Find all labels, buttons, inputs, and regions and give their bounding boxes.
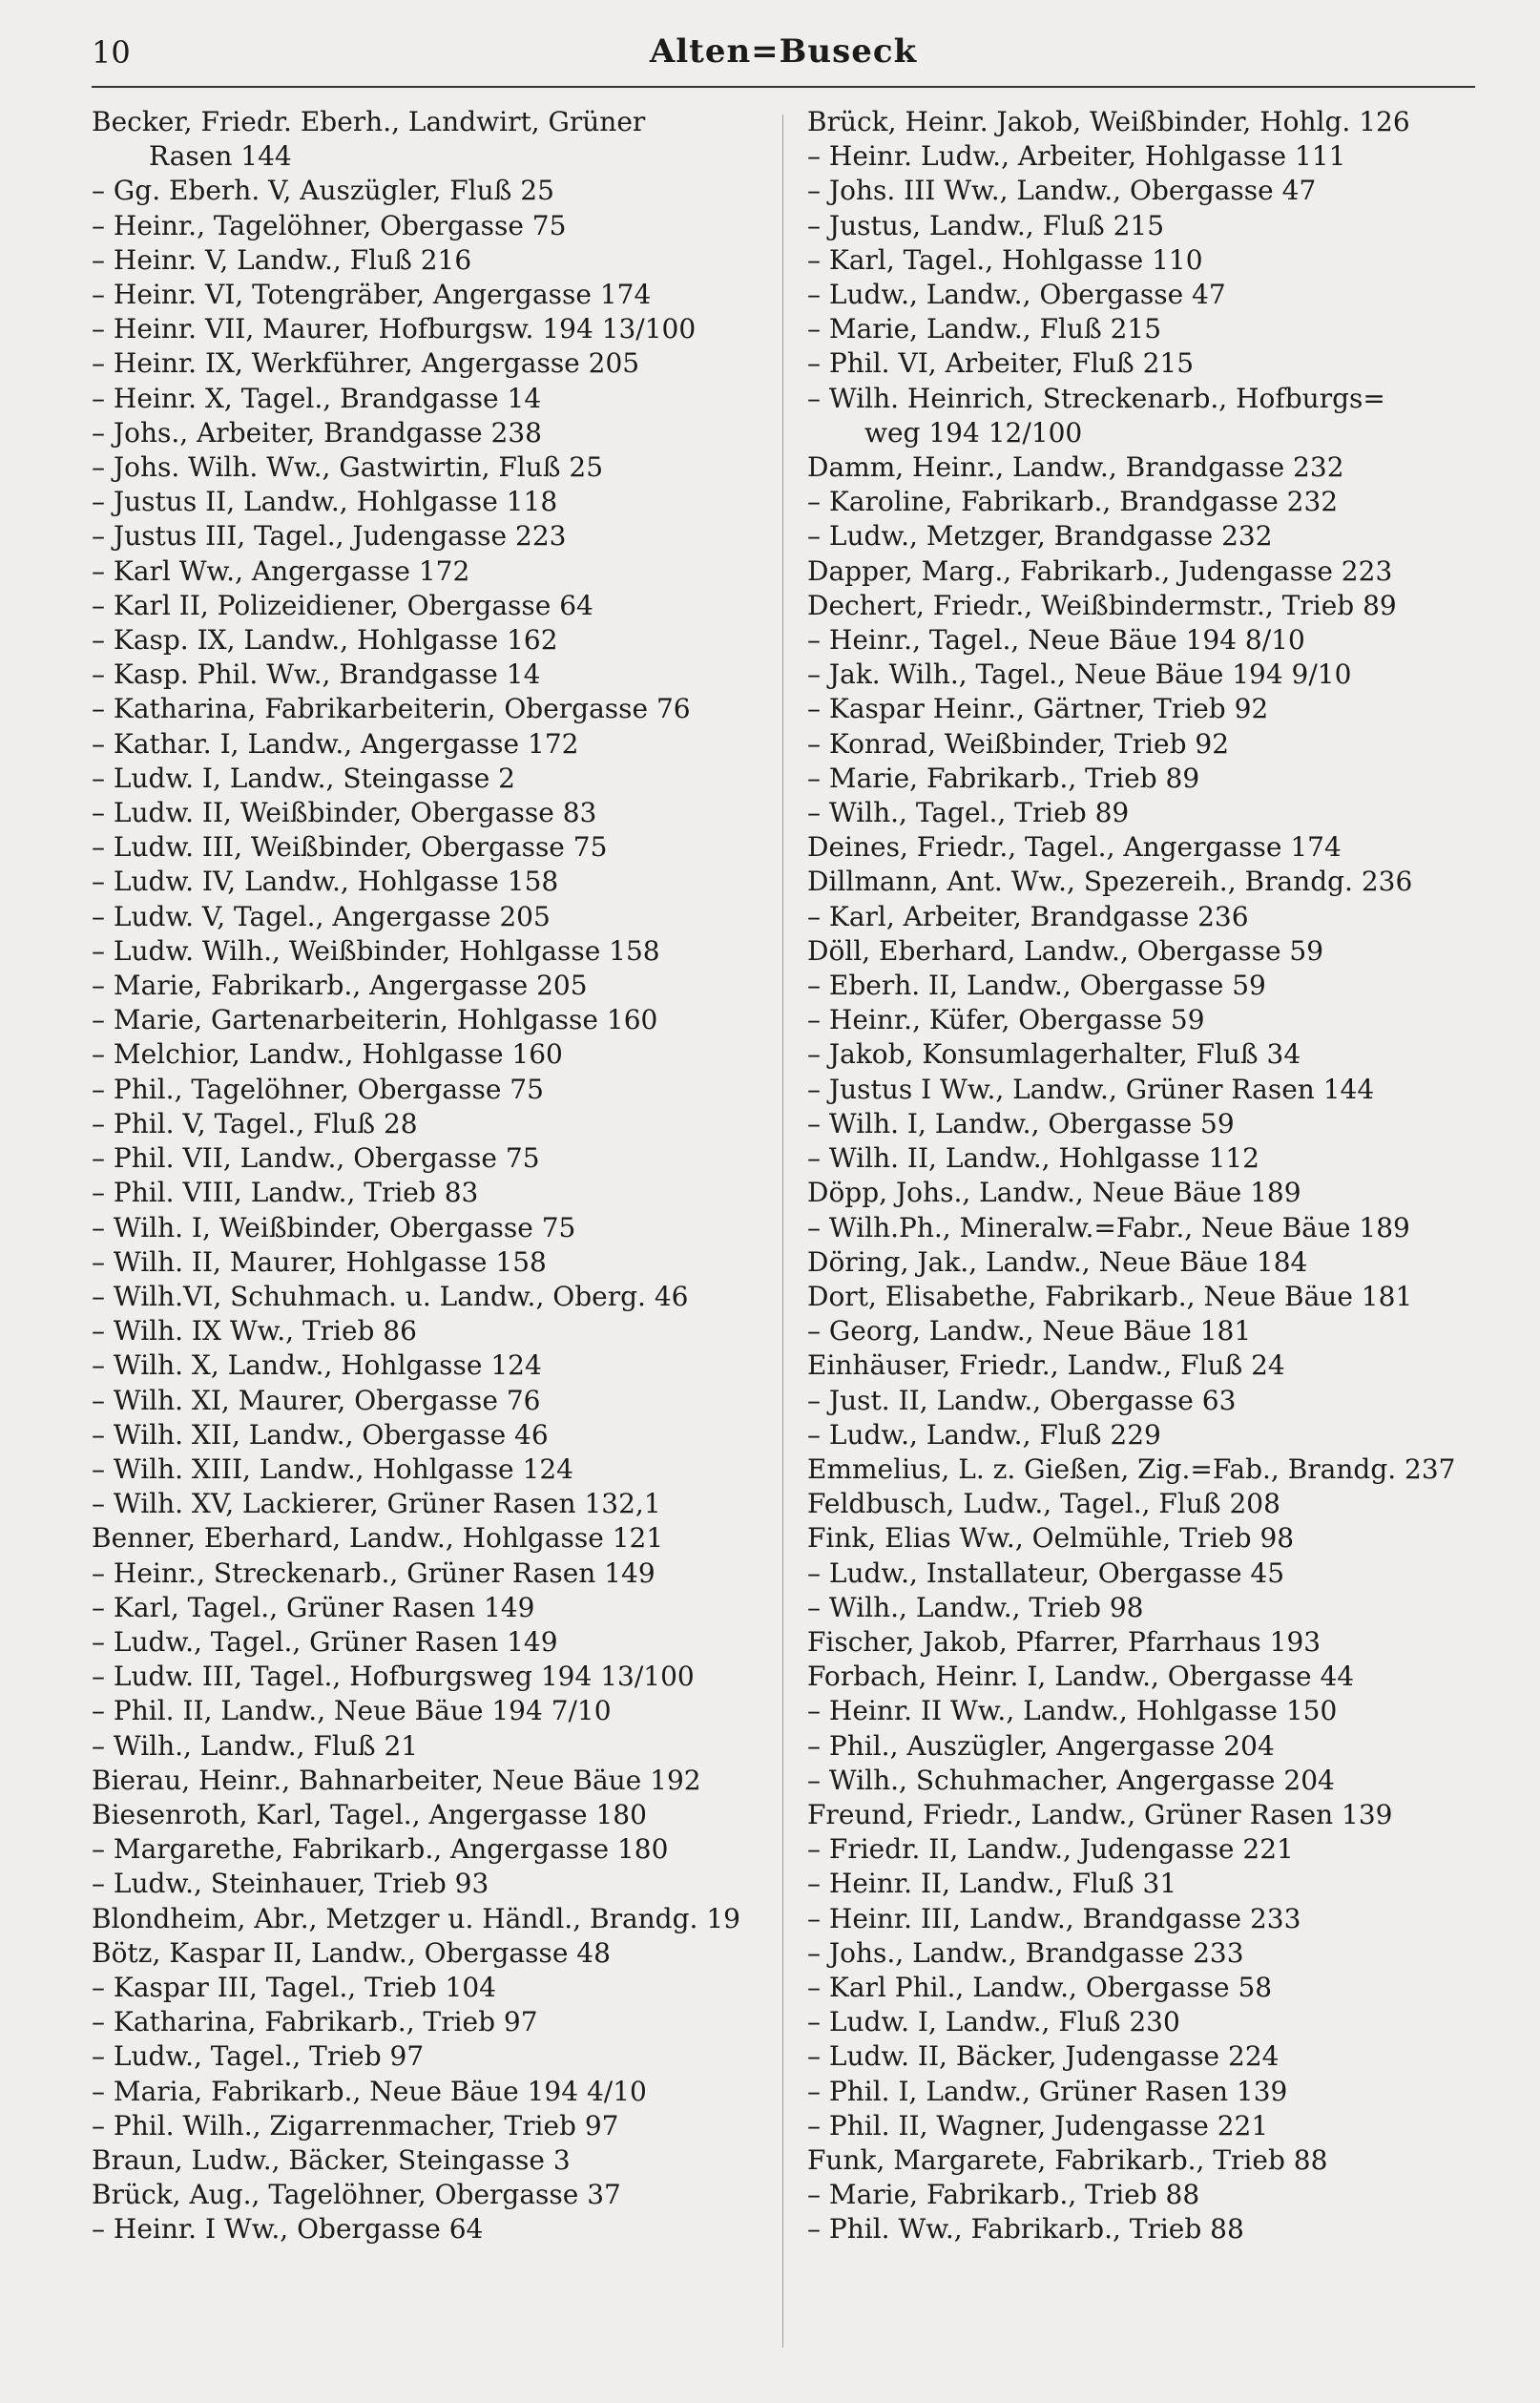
directory-entry: – Phil. II, Wagner, Judengasse 221 [807,2109,1269,2142]
directory-entry: – Heinr. II Ww., Landw., Hohlgasse 150 [807,1695,1338,1727]
directory-entry: – Heinr., Streckenarb., Grüner Rasen 149 [92,1557,656,1589]
directory-entry: Damm, Heinr., Landw., Brandgasse 232 [807,451,1344,484]
directory-entry: – Phil., Tagelöhner, Obergasse 75 [92,1073,544,1105]
directory-entry: Freund, Friedr., Landw., Grüner Rasen 139 [807,1798,1393,1830]
directory-entry: – Phil. VI, Arbeiter, Fluß 215 [807,347,1195,380]
directory-entry: Bierau, Heinr., Bahnarbeiter, Neue Bäue 192 [92,1764,701,1796]
directory-entry: – Wilh. XV, Lackierer, Grüner Rasen 132,1 [92,1488,661,1520]
directory-entry: – Wilh., Tagel., Trieb 89 [807,797,1130,829]
directory-entry: – Heinr. II, Landw., Fluß 31 [807,1868,1177,1900]
directory-entry: – Wilh.Ph., Mineralw.=Fabr., Neue Bäue 189 [807,1211,1410,1243]
directory-entry: – Wilh.VI, Schuhmach. u. Landw., Oberg. 46 [92,1280,689,1312]
directory-entry: Döring, Jak., Landw., Neue Bäue 184 [807,1245,1308,1278]
directory-entry: – Melchior, Landw., Hohlgasse 160 [92,1038,563,1071]
directory-entry: Bötz, Kaspar II, Landw., Obergasse 48 [92,1936,611,1969]
directory-entry: Brück, Aug., Tagelöhner, Obergasse 37 [92,2179,621,2211]
directory-entry: – Ludw., Tagel., Trieb 97 [92,2040,425,2073]
directory-entry: – Margarethe, Fabrikarb., Angergasse 180 [92,1833,669,1866]
directory-entry: – Justus II, Landw., Hohlgasse 118 [92,486,558,518]
directory-entry: – Friedr. II, Landw., Judengasse 221 [807,1833,1294,1866]
directory-entry: – Heinr. X, Tagel., Brandgasse 14 [92,382,542,414]
directory-entry: – Kasp. IX, Landw., Hohlgasse 162 [92,624,558,657]
directory-entry: – Ludw. II, Weißbinder, Obergasse 83 [92,797,597,829]
directory-entry: – Wilh. XI, Maurer, Obergasse 76 [92,1384,541,1416]
directory-entry: Dechert, Friedr., Weißbindermstr., Trieb 89 [807,589,1397,621]
directory-entry: – Karl, Arbeiter, Brandgasse 236 [807,900,1249,932]
directory-entry: – Wilh. I, Weißbinder, Obergasse 75 [92,1211,576,1243]
directory-entry: – Heinr., Tagel., Neue Bäue 194 8/10 [807,624,1305,657]
directory-entry: – Wilh. II, Maurer, Hohlgasse 158 [92,1245,547,1278]
directory-entry: Emmelius, L. z. Gießen, Zig.=Fab., Brandg. 237 [807,1452,1456,1485]
directory-entry: – Phil. Ww., Fabrikarb., Trieb 88 [807,2213,1244,2246]
directory-entry: – Ludw. I, Landw., Fluß 230 [807,2006,1180,2038]
directory-entry: Dapper, Marg., Fabrikarb., Judengasse 223 [807,554,1393,587]
directory-entry: – Johs. III Ww., Landw., Obergasse 47 [807,175,1317,207]
directory-entry: – Eberh. II, Landw., Obergasse 59 [807,970,1266,1002]
directory-entry: Forbach, Heinr. I, Landw., Obergasse 44 [807,1661,1355,1693]
directory-entry: – Wilh. I, Landw., Obergasse 59 [807,1107,1235,1139]
directory-entry: – Gg. Eberh. V, Auszügler, Fluß 25 [92,175,554,207]
directory-entry: – Heinr. Ludw., Arbeiter, Hohlgasse 111 [807,140,1346,173]
directory-entry: – Phil. Wilh., Zigarrenmacher, Trieb 97 [92,2109,619,2142]
directory-entry: – Wilh. X, Landw., Hohlgasse 124 [92,1349,542,1382]
page-number: 10 [92,34,131,71]
directory-entry: – Karl, Tagel., Grüner Rasen 149 [92,1591,535,1623]
directory-entry: – Ludw. V, Tagel., Angergasse 205 [92,900,551,932]
directory-entry: – Konrad, Weißbinder, Trieb 92 [807,727,1230,760]
directory-entry: – Maria, Fabrikarb., Neue Bäue 194 4/10 [92,2075,647,2107]
directory-entry: Döll, Eberhard, Landw., Obergasse 59 [807,934,1324,967]
directory-entry: – Justus I Ww., Landw., Grüner Rasen 144 [807,1073,1375,1105]
directory-entry: – Marie, Landw., Fluß 215 [807,313,1162,345]
directory-entry: – Ludw. Wilh., Weißbinder, Hohlgasse 158 [92,934,660,967]
directory-entry: Braun, Ludw., Bäcker, Steingasse 3 [92,2143,571,2176]
directory-entry: – Wilh. XIII, Landw., Hohlgasse 124 [92,1452,573,1485]
directory-entry: – Phil. I, Landw., Grüner Rasen 139 [807,2075,1288,2107]
right-column [807,105,1475,2247]
directory-entry: – Kaspar Heinr., Gärtner, Trieb 92 [807,693,1269,725]
directory-entry: – Ludw. III, Tagel., Hofburgsweg 194 13/100 [92,1661,695,1693]
directory-entry: – Johs., Arbeiter, Brandgasse 238 [92,416,542,449]
directory-entry: Blondheim, Abr., Metzger u. Händl., Brandg. 19 [92,1902,740,1934]
directory-entry: Dort, Elisabethe, Fabrikarb., Neue Bäue 181 [807,1280,1413,1312]
directory-entry: – Wilh., Landw., Fluß 21 [92,1729,419,1762]
page-header [92,29,1475,88]
directory-entry: Biesenroth, Karl, Tagel., Angergasse 180 [92,1798,647,1830]
directory-entry: Feldbusch, Ludw., Tagel., Fluß 208 [807,1488,1280,1520]
directory-entry: – Heinr. VI, Totengräber, Angergasse 174 [92,279,652,311]
directory-entry: – Heinr., Tagelöhner, Obergasse 75 [92,209,567,241]
directory-entry: Fink, Elias Ww., Oelmühle, Trieb 98 [807,1522,1295,1555]
directory-entry: – Ludw., Metzger, Brandgasse 232 [807,520,1273,553]
directory-entry: – Ludw., Landw., Obergasse 47 [807,279,1226,311]
directory-entry: – Phil. VIII, Landw., Trieb 83 [92,1177,479,1209]
directory-entry: – Ludw. III, Weißbinder, Obergasse 75 [92,831,608,864]
directory-entry: – Karl, Tagel., Hohlgasse 110 [807,243,1203,276]
directory-entry: – Jak. Wilh., Tagel., Neue Bäue 194 9/10 [807,658,1352,691]
directory-entry: Fischer, Jakob, Pfarrer, Pfarrhaus 193 [807,1625,1321,1658]
directory-entry: – Heinr. IX, Werkführer, Angergasse 205 [92,347,640,380]
directory-entry: – Just. II, Landw., Obergasse 63 [807,1384,1237,1416]
directory-entry: – Ludw., Tagel., Grüner Rasen 149 [92,1625,558,1658]
directory-entry: Benner, Eberhard, Landw., Hohlgasse 121 [92,1522,664,1555]
directory-entry: – Jakob, Konsumlagerhalter, Fluß 34 [807,1038,1301,1071]
directory-entry: – Karl Ww., Angergasse 172 [92,554,470,587]
directory-entry: – Wilh., Schuhmacher, Angergasse 204 [807,1764,1335,1796]
directory-entry: – Georg, Landw., Neue Bäue 181 [807,1315,1252,1348]
directory-entry: – Justus, Landw., Fluß 215 [807,209,1165,241]
directory-entry: Dillmann, Ant. Ww., Spezereih., Brandg. 236 [807,866,1413,898]
directory-entry: Döpp, Johs., Landw., Neue Bäue 189 [807,1177,1301,1209]
directory-entry: – Wilh., Landw., Trieb 98 [807,1591,1144,1623]
directory-entry: – Marie, Fabrikarb., Angergasse 205 [92,970,588,1002]
directory-entry: – Wilh. Heinrich, Streckenarb., Hofburgs= [807,382,1385,414]
directory-entry: – Phil. VII, Landw., Obergasse 75 [92,1142,540,1175]
directory-entry: – Katharina, Fabrikarbeiterin, Obergasse 76 [92,693,691,725]
directory-entry: – Karl II, Polizeidiener, Obergasse 64 [92,589,593,621]
directory-entry: – Ludw. IV, Landw., Hohlgasse 158 [92,866,559,898]
directory-entry: – Heinr., Küfer, Obergasse 59 [807,1004,1205,1036]
directory-entry: – Ludw. I, Landw., Steingasse 2 [92,762,515,794]
directory-entry: – Heinr. VII, Maurer, Hofburgsw. 194 13/100 [92,313,697,345]
directory-entry: – Wilh. IX Ww., Trieb 86 [92,1315,417,1348]
directory-entry: Deines, Friedr., Tagel., Angergasse 174 [807,831,1342,864]
directory-entry: – Katharina, Fabrikarb., Trieb 97 [92,2006,538,2038]
directory-entry: – Phil., Auszügler, Angergasse 204 [807,1729,1275,1762]
column-divider [782,115,783,2348]
directory-entry: – Heinr. V, Landw., Fluß 216 [92,243,472,276]
directory-entry: – Karoline, Fabrikarb., Brandgasse 232 [807,486,1339,518]
directory-entry: – Heinr. I Ww., Obergasse 64 [92,2213,484,2246]
directory-entry: – Marie, Gartenarbeiterin, Hohlgasse 160 [92,1004,658,1036]
directory-entry: – Ludw., Steinhauer, Trieb 93 [92,1868,489,1900]
directory-entry: – Kasp. Phil. Ww., Brandgasse 14 [92,658,541,691]
directory-entry: – Marie, Fabrikarb., Trieb 89 [807,762,1200,794]
directory-entry: Einhäuser, Friedr., Landw., Fluß 24 [807,1349,1285,1382]
directory-entry: Becker, Friedr. Eberh., Landwirt, Grüner [92,106,646,137]
directory-entry: weg 194 12/100 [864,416,1083,449]
directory-entry: – Phil. II, Landw., Neue Bäue 194 7/10 [92,1695,612,1727]
directory-entry: – Marie, Fabrikarb., Trieb 88 [807,2179,1200,2211]
directory-entry: – Karl Phil., Landw., Obergasse 58 [807,1971,1273,2003]
left-column [92,105,760,2247]
directory-entry: – Ludw., Installateur, Obergasse 45 [807,1557,1285,1589]
directory-entry: – Wilh. XII, Landw., Obergasse 46 [92,1418,549,1451]
directory-entry: – Phil. V, Tagel., Fluß 28 [92,1107,418,1139]
directory-entry: – Kathar. I, Landw., Angergasse 172 [92,727,579,760]
directory-entry: – Johs., Landw., Brandgasse 233 [807,1936,1244,1969]
directory-entry: Funk, Margarete, Fabrikarb., Trieb 88 [807,2143,1328,2176]
directory-entry: Brück, Heinr. Jakob, Weißbinder, Hohlg. 126 [807,106,1410,137]
directory-entry: – Kaspar III, Tagel., Trieb 104 [92,1971,496,2003]
directory-entry: – Justus III, Tagel., Judengasse 223 [92,520,567,553]
page-title: Alten=Buseck [649,32,918,71]
directory-entry: – Heinr. III, Landw., Brandgasse 233 [807,1902,1301,1934]
directory-entry: – Johs. Wilh. Ww., Gastwirtin, Fluß 25 [92,451,604,484]
directory-entry: – Ludw. II, Bäcker, Judengasse 224 [807,2040,1280,2073]
directory-entry: – Ludw., Landw., Fluß 229 [807,1418,1161,1451]
directory-entry: – Wilh. II, Landw., Hohlgasse 112 [807,1142,1259,1175]
directory-entry: Rasen 144 [149,140,292,173]
